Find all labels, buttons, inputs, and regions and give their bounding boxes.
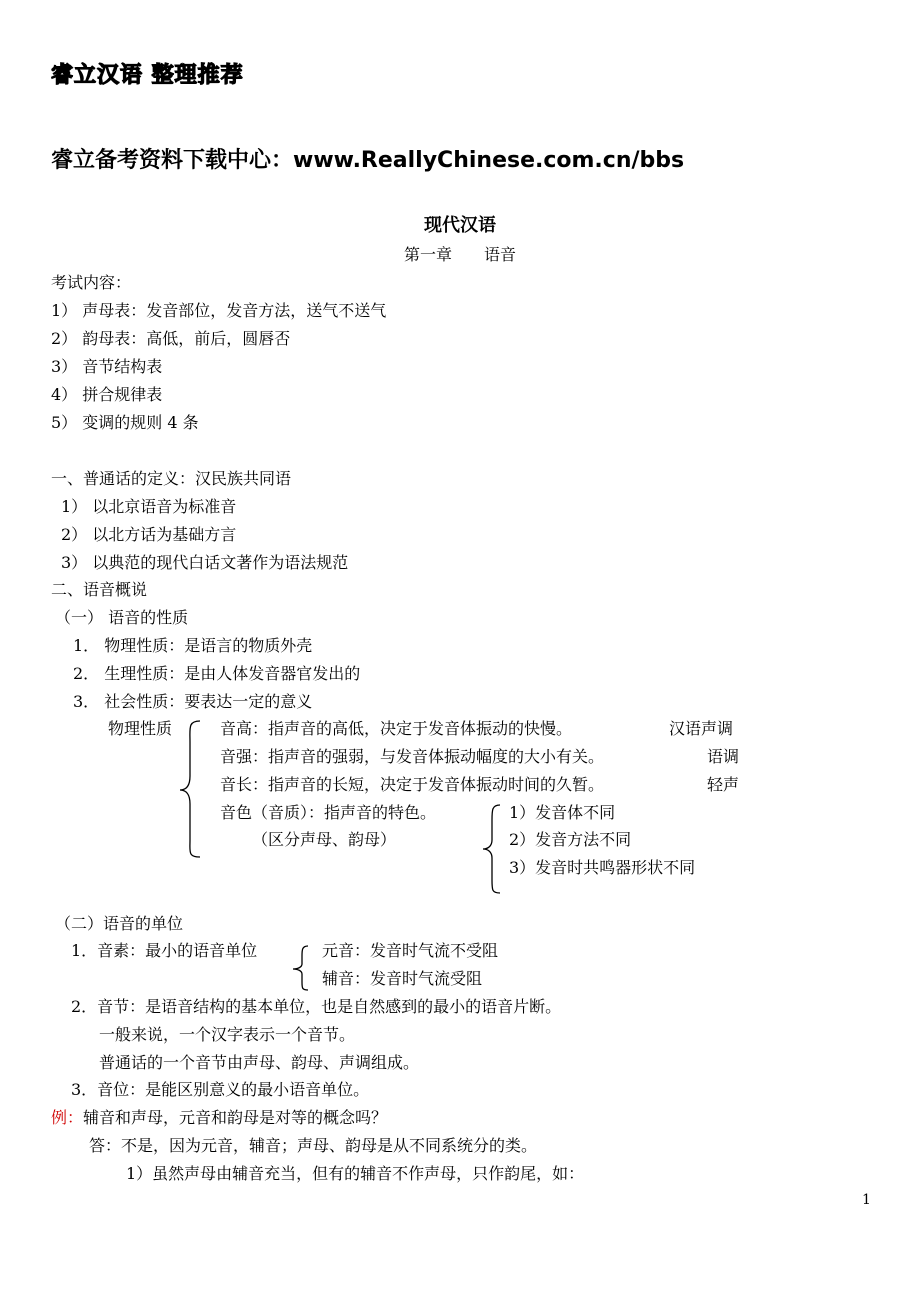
brand-logo: 睿立汉语 整理推荐 bbox=[51, 63, 244, 88]
physical-item-intensity: 音强：指声音的强弱，与发音体振动幅度的大小有关。 bbox=[220, 747, 605, 766]
note-neutral-tone: 轻声 bbox=[707, 775, 740, 794]
consonant-definition: 辅音：发音时气流受阻 bbox=[322, 969, 483, 988]
answer-point: 1）虽然声母由辅音充当，但有的辅音不作声母，只作韵尾，如： bbox=[126, 1164, 585, 1183]
exam-item: 1） 声母表：发音部位，发音方法，送气不送气 bbox=[51, 301, 387, 320]
nature-item: 3． 社会性质：要表达一定的意义 bbox=[73, 692, 313, 711]
left-brace-icon bbox=[178, 718, 204, 860]
page-number: 1 bbox=[862, 1192, 871, 1208]
note-intonation: 语调 bbox=[707, 747, 740, 766]
document-title: 现代汉语 bbox=[424, 215, 496, 236]
timbre-cause: 2）发音方法不同 bbox=[509, 830, 632, 849]
subsection-heading: （一） 语音的性质 bbox=[55, 608, 189, 627]
left-brace-icon bbox=[480, 802, 504, 896]
exam-item: 3） 音节结构表 bbox=[51, 357, 163, 376]
subsection-heading: （二）语音的单位 bbox=[55, 914, 184, 933]
nature-item: 2． 生理性质：是由人体发音器官发出的 bbox=[73, 664, 361, 683]
phonology-line: 3．音位：是能区别意义的最小语音单位。 bbox=[71, 1080, 370, 1099]
physical-item-timbre: 音色（音质）：指声音的特色。 bbox=[220, 803, 437, 822]
answer-line: 答：不是，因为元音，辅音；声母、韵母是从不同系统分的类。 bbox=[89, 1136, 538, 1155]
vowel-definition: 元音：发音时气流不受阻 bbox=[322, 941, 499, 960]
section-heading: 一、普通话的定义：汉民族共同语 bbox=[51, 469, 292, 488]
syllable-line: 一般来说，一个汉字表示一个音节。 bbox=[99, 1025, 356, 1044]
left-brace-icon bbox=[290, 944, 312, 992]
section-item: 2） 以北方话为基础方言 bbox=[61, 525, 237, 544]
syllable-line: 2．音节：是语音结构的基本单位，也是自然感到的最小的语音片断。 bbox=[71, 997, 562, 1016]
syllable-line: 普通话的一个音节由声母、韵母、声调组成。 bbox=[99, 1053, 420, 1072]
download-center-link[interactable]: 睿立备考资料下载中心：www.ReallyChinese.com.cn/bbs bbox=[51, 148, 685, 173]
timbre-note: （区分声母、韵母） bbox=[252, 830, 397, 849]
exam-item: 2） 韵母表：高低，前后，圆唇否 bbox=[51, 329, 291, 348]
chapter-heading: 第一章 语音 bbox=[403, 245, 516, 264]
nature-item: 1． 物理性质：是语言的物质外壳 bbox=[73, 636, 313, 655]
section-heading: 二、语音概说 bbox=[51, 580, 148, 599]
timbre-cause: 3）发音时共鸣器形状不同 bbox=[509, 858, 696, 877]
physical-label: 物理性质 bbox=[108, 719, 173, 738]
section-item: 3） 以典范的现代白话文著作为语法规范 bbox=[61, 553, 349, 572]
note-tone: 汉语声调 bbox=[669, 719, 734, 738]
exam-item: 5） 变调的规则 4 条 bbox=[51, 413, 199, 432]
example-line bbox=[51, 1108, 387, 1128]
physical-item-length: 音长：指声音的长短，决定于发音体振动时间的久暂。 bbox=[220, 775, 605, 794]
example-label: 例： bbox=[51, 1108, 84, 1127]
exam-item: 4） 拼合规律表 bbox=[51, 385, 163, 404]
example-question: 辅音和声母，元音和韵母是对等的概念吗？ bbox=[83, 1108, 388, 1127]
physical-item-pitch: 音高：指声音的高低，决定于发音体振动的快慢。 bbox=[220, 719, 573, 738]
section-item: 1） 以北京语音为标准音 bbox=[61, 497, 237, 516]
exam-heading: 考试内容： bbox=[51, 273, 132, 292]
phoneme-label: 1．音素：最小的语音单位 bbox=[71, 941, 258, 960]
timbre-cause: 1）发音体不同 bbox=[509, 803, 616, 822]
